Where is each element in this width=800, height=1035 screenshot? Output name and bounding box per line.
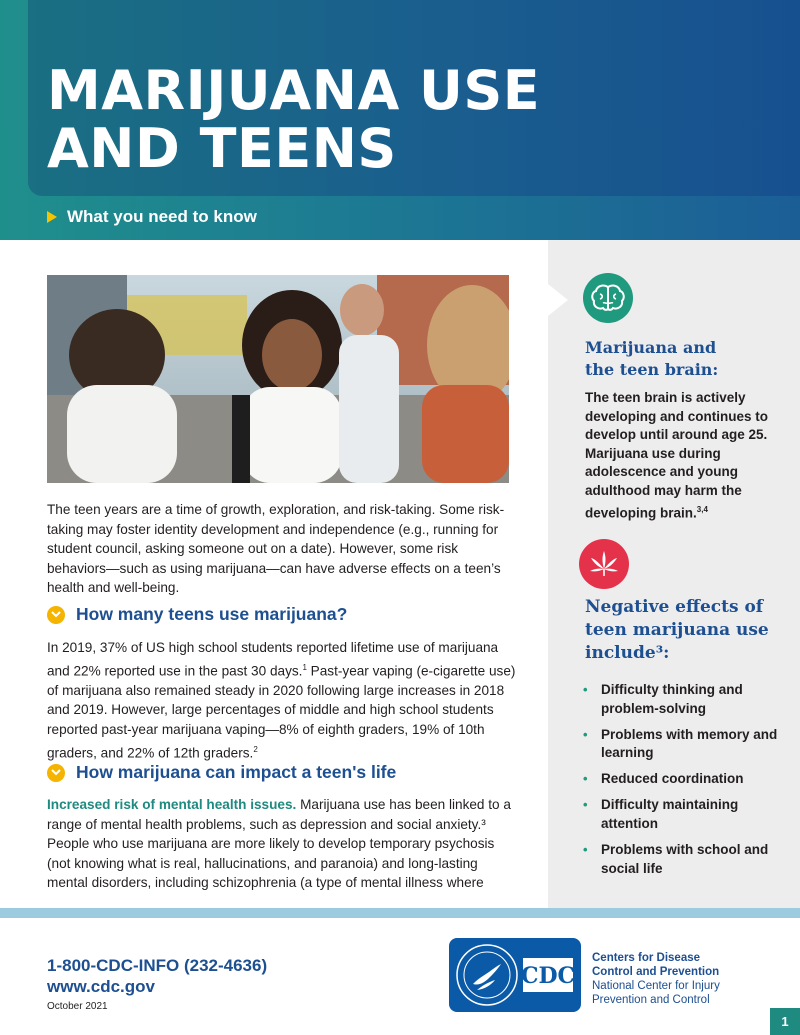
brain-heading-line-2: the teen brain: <box>585 360 719 379</box>
chevron-down-icon <box>47 764 65 782</box>
subtitle-text: What you need to know <box>67 207 257 226</box>
play-triangle-icon <box>47 211 57 223</box>
intro-paragraph: The teen years are a time of growth, exploration, and risk-taking. Some risk-taking may foster identity development and independence (e.g., running for student council, asking someone out on a date). However, some risk behaviors—such as using marijuana—can have adverse effects on a teen’s health and well-being. <box>47 502 505 596</box>
citation: 1 <box>302 662 307 672</box>
footer-divider <box>0 908 800 918</box>
section-heading-text: How many teens use marijuana? <box>76 604 348 624</box>
list-item <box>583 841 788 878</box>
section-heading-text: How marijuana can impact a teen's life <box>76 762 397 782</box>
cannabis-leaf-icon <box>579 539 629 589</box>
bullet-icon: • <box>583 726 588 742</box>
chevron-down-icon <box>47 606 65 624</box>
brain-text-body: The teen brain is actively developing and continues to develop until around age 25. Marijuana use during adolescence and young adulthood may harm the developing brain. <box>585 390 769 521</box>
subtitle <box>47 207 257 227</box>
org-name-bold <box>592 951 792 979</box>
bullet-icon: • <box>583 797 588 813</box>
brain-icon <box>583 273 633 323</box>
website-link[interactable]: www.cdc.gov <box>47 977 156 996</box>
hhs-cdc-logo <box>449 938 581 1012</box>
effects-heading-line-3: include³: <box>585 643 670 663</box>
citation: 3,4 <box>696 504 708 514</box>
cdc-logo-text: CDC <box>520 963 576 989</box>
sidebar-notch <box>548 284 568 316</box>
list-item <box>583 726 788 763</box>
title-line-2: AND TEENS <box>47 117 397 180</box>
section-heading-impact <box>47 762 396 783</box>
list-item-text: Difficulty maintaining attention <box>601 797 739 832</box>
brain-text <box>585 389 785 523</box>
list-item-text: Problems with memory and learning <box>601 726 778 761</box>
bullet-icon: • <box>583 771 588 787</box>
bullet-icon: • <box>583 842 588 858</box>
section2-text: Marijuana use has been linked to a range of mental health problems, such as depression and social anxiety.³ People who use marijuana are more likely to develop temporary psychosis (not knowing what is real, hallucinations, and paranoia) and long-lasting mental disorders, including schizophrenia (a type of mental illness where <box>47 797 511 891</box>
page-title <box>47 59 541 180</box>
section2-paragraph <box>47 795 517 893</box>
list-item-text: Difficulty thinking and problem-solving <box>601 682 743 716</box>
effects-list <box>583 681 788 886</box>
list-item <box>583 770 788 789</box>
org-center-name <box>592 979 792 1007</box>
brain-heading-line-1: Marijuana and <box>585 338 717 357</box>
list-item <box>583 681 788 718</box>
effects-heading <box>585 596 769 665</box>
section1-text-b: Past-year vaping (e-cigarette use) of marijuana also remained steady in 2020 following large increases in 2018 and 2019. However, large percentages of middle and high school students reported past-year marijuana vaping—8% of eighth graders, 19% of 10th graders, and 22% of 12th graders. <box>47 663 516 761</box>
org-bold-line-2: Control and Prevention <box>592 966 720 978</box>
teens-photo <box>47 275 509 483</box>
title-line-1: MARIJUANA USE <box>47 59 541 122</box>
page-number: 1 <box>770 1008 800 1035</box>
section1-paragraph <box>47 638 517 763</box>
section2-lead: Increased risk of mental health issues. <box>47 797 297 812</box>
brain-heading <box>585 337 718 381</box>
section-heading-teen-use <box>47 604 347 625</box>
list-item <box>583 796 788 833</box>
phone-number[interactable]: 1-800-CDC-INFO (232-4636) <box>47 956 268 975</box>
section1-text-a: In 2019, 37% of US high school students reported lifetime use of marijuana and 22% reported use in the past 30 days. <box>47 640 499 679</box>
publish-date: October 2021 <box>47 1001 108 1012</box>
citation: 2 <box>253 744 258 754</box>
effects-heading-line-2: teen marijuana use <box>585 620 769 640</box>
effects-heading-line-1: Negative effects of <box>585 597 764 617</box>
org-line-2: Prevention and Control <box>592 994 710 1006</box>
bullet-icon: • <box>583 682 588 697</box>
list-item-text: Problems with school and social life <box>601 842 769 876</box>
list-item-text: Reduced coordination <box>601 771 744 787</box>
org-bold-line-1: Centers for Disease <box>592 952 701 964</box>
org-line-1: National Center for Injury <box>592 980 720 992</box>
